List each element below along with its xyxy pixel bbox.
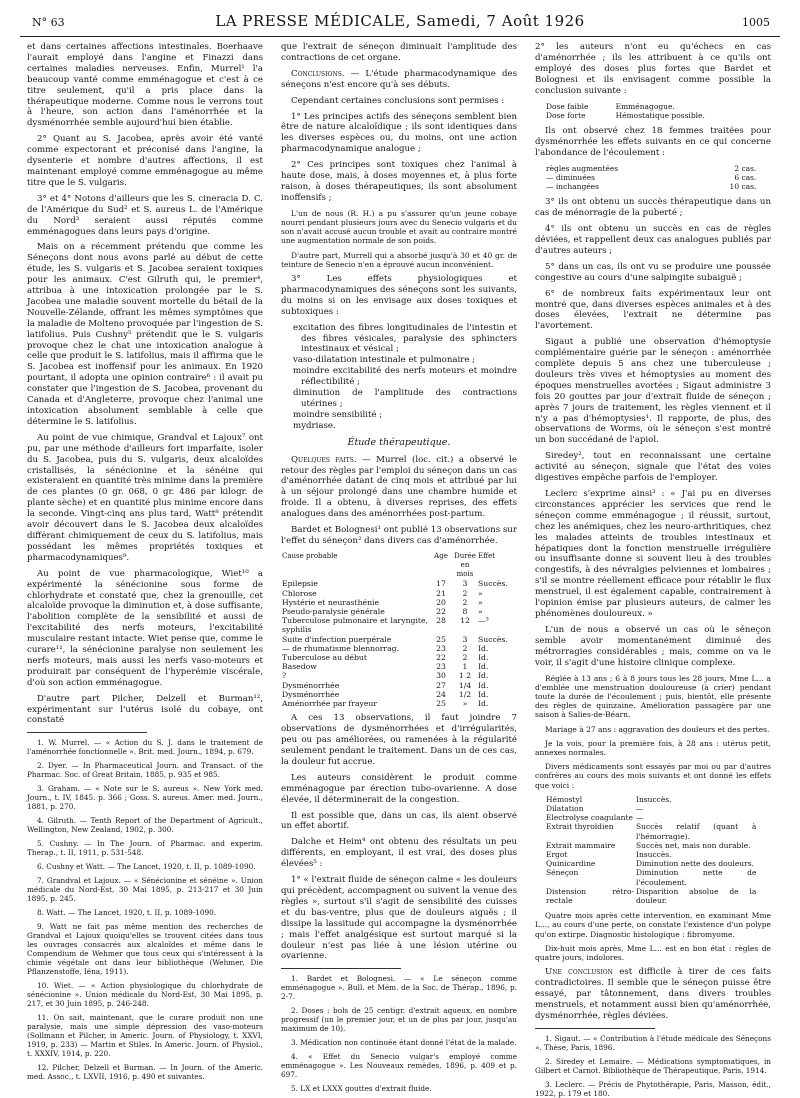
column-2 bbox=[281, 42, 518, 1094]
footnote-rule bbox=[27, 732, 147, 733]
paragraph: 2° Quant au S. Jacobea, après avoir été vanté comme expectorant et préconisé dans l'angine, la dysenterie et nombre d'autres affections, il est maintenant employé comme emménagogue au même titre que le S. vulgaris. bbox=[27, 134, 263, 188]
table-cell: — bbox=[636, 813, 644, 823]
table-cell: — de rhumatisme blennorrag. bbox=[282, 643, 400, 653]
paragraph bbox=[281, 69, 517, 91]
table-cell: —³ bbox=[478, 616, 489, 626]
journal-title: LA PRESSE MÉDICALE, Samedi, 7 Août 1926 bbox=[215, 12, 585, 30]
paragraph: Bardet et Bolognesi¹ ont publié 13 observations sur l'effet du séneçon² dans divers cas d'aménorrhée. bbox=[281, 525, 517, 546]
small-paragraph: Quatre mois après cette intervention, en examinant Mme L..., au cours d'une perte, on constate l'existence d'un polype qu'on extirpe. Diagnostic histologique : fibromyome. bbox=[535, 911, 771, 939]
footnote: 3. Graham. — « Note sur le S. aureus ». New York med. Journ., t. IV, 1845. p. 366 ; Goss. S. aureus. Amer. med. Journ., 1881, p. 270. bbox=[27, 784, 263, 812]
paragraph-text: — Murrel (loc. cit.) a observé le retour des règles par l'emploi du séneçon dans un cas d'aménorrhée datant de cinq mois et attribué par lui à un séjour prolongé dans une chambre humide et froide. Il a obtenu, à diverses reprises, des effets analogues dans des aménorrhées post-partum. bbox=[281, 454, 518, 520]
table-row bbox=[545, 841, 757, 850]
table-cell: Hystérie et neurasthénie bbox=[282, 597, 380, 607]
table-cell: Insuccès. bbox=[636, 849, 672, 859]
table-cell: » bbox=[478, 607, 483, 617]
table-cell: Dysménorrhée bbox=[282, 689, 340, 699]
footnote: 3. Médication non continuée étant donné l'état de la malade. bbox=[291, 1038, 517, 1048]
page-number: 1005 bbox=[742, 16, 770, 29]
footnote: 5. LX et LXXX gouttes d'extrait fluide. bbox=[291, 1084, 432, 1094]
table-cell: » bbox=[478, 588, 483, 598]
table-cell: Séneçon bbox=[546, 868, 579, 878]
table-cell: Id. bbox=[478, 699, 489, 709]
paragraph: 6° de nombreux faits expérimentaux leur ont montré que, dans diverses espèces animales et à des doses élevées, l'extrait ne détermine pas l'avortement. bbox=[535, 288, 771, 332]
paragraph: 2° Ces principes sont toxiques chez l'animal à haute dose, mais, à doses moyennes et, à plus forte raison, à doses thérapeutiques, ils sont absolument inoffensifs ; bbox=[281, 160, 517, 203]
paragraph: Cependant certaines conclusions sont permises : bbox=[291, 95, 505, 106]
table-row bbox=[281, 662, 517, 671]
table-cell: Id. bbox=[478, 689, 489, 699]
paragraph: Les auteurs considèrent le produit comme emménagogue par érection tubo-ovarienne. A dose élevée, il déterminerait de la congestion. bbox=[281, 772, 517, 805]
small-paragraph: Mariage à 27 ans : aggravation des douleurs et des pertes. bbox=[545, 724, 770, 734]
table-cell: Tuberculose pulmonaire et laryngite, syphilis bbox=[282, 616, 428, 635]
list-item: moindre sensibilité ; bbox=[293, 409, 383, 420]
table-row bbox=[545, 164, 757, 173]
table-cell: 1/4 bbox=[458, 680, 472, 690]
table-row bbox=[281, 681, 517, 690]
table-cell: Electrolyse coagulante bbox=[546, 813, 633, 823]
table-row bbox=[281, 644, 517, 653]
footnote: 7. Grandval et Lajoux. — « Sénécionine et sénéine ». Union médicale du Nord-Est, 30 Mai 1895, p. 213-217 et 30 Juin 1895, p. 245. bbox=[27, 876, 263, 904]
list-item: diminution de l'amplitude des contractions utérines ; bbox=[293, 388, 517, 409]
medications-table bbox=[545, 795, 757, 905]
paragraph: Mais on a récemment prétendu que comme les Séneçons dont nous avons parlé au début de cette étude, les S. vulgaris et S. Jacobea seraient toxiques pour les animaux. C'est Gilruth qui, le premier⁴, attribua à une intoxication prolongée par le S. Jacobea une maladie souvent mortelle du bétail de la Nouvelle-Zélande, offrant les mêmes symptômes que la maladie de Molteno provoquée par l'ingestion de S. latifolius. Puis Cushny⁵ prétendit que le S. vulgaris provoque chez le chat une intoxication analogue à celle que produit le S. latifolius, mais il affirma que le S. Jacobea est inoffensif pour les animaux. En 1920 pourtant, il adopta une opinion contraire⁶ : il avait pu constater que l'ingestion de S. Jacobea, provenant du Canada et d'Angleterre, provoque chez l'animal une intoxication absolument semblable à celle que détermine le S. latifolius. bbox=[27, 242, 263, 427]
table-cell: 10 cas. bbox=[729, 182, 757, 192]
paragraph: Leclerc s'exprime ainsi³ : « J'ai pu en diverses circonstances apprécier les services que rend le séneçon comme emménagogue ; il réussit, surtout, chez les anémiques, chez les neuro-arthritiques, chez les malades atteints de troubles intestinaux et hépatiques dont la fonction menstruelle irrégulière ou insuffisante donne si souvent lieu à des troubles congestifs, à des névralgies pelviennes et lombaires ; s'il se montre réellement efficace pour rétablir le flux menstruel, il est également capable, contrairement à l'opinion émise par plusieurs auteurs, de calmer les phénomènes douloureux. » bbox=[535, 489, 771, 619]
table-row bbox=[281, 653, 517, 662]
table-cell: Tuberculose au début bbox=[282, 653, 367, 663]
table-cell: 20 bbox=[436, 597, 446, 607]
table-row bbox=[545, 182, 757, 191]
table-row bbox=[545, 111, 757, 120]
table-row bbox=[281, 598, 517, 607]
table-cell: Hémostyl bbox=[546, 794, 583, 804]
paragraph: Au point de vue chimique, Grandval et Lajoux⁷ ont pu, par une méthode d'ailleurs fort imparfaite, isoler du S. Jacobea, puis du S. vulgaris, deux alcaloïdes cristallisés, la sénécionine et la sénéine qui existeraient en quantité très minime dans la première de ces plantes (0 gr. 068, 0 gr. 486 par kilogr. de plante sèche) et en quantité plus minime encore dans la seconde. Vingt-cinq ans plus tard, Watt⁸ prétendit avoir découvert dans le S. Jacobea deux alcaloïdes différant chimiquement de ceux du S. latifolius, mais possédant les mêmes propriétés toxiques et pharmacodynamiques⁹. bbox=[27, 432, 263, 563]
table-cell: 23 bbox=[436, 662, 446, 672]
table-cell: Disparition absolue de la douleur. bbox=[636, 886, 757, 905]
footnote: 1. Sigaut. — « Contribution à l'étude médicale des Séneçons ». Thèse, Paris, 1896. bbox=[535, 1033, 771, 1052]
table-cell: Basedow bbox=[282, 662, 317, 672]
table-cell: Succès. bbox=[478, 634, 508, 644]
table-cell: Succès net, mais non durable. bbox=[636, 840, 751, 850]
table-cell: Id. bbox=[478, 653, 489, 663]
table-row bbox=[545, 822, 757, 840]
table-cell: 2 cas. bbox=[734, 163, 757, 173]
footnote: 12. Pilcher, Delzell et Burman. — In Journ. of the Americ. med. Assoc., t. LXVII, 1916, p. 490 et suivantes. bbox=[27, 1063, 263, 1082]
paragraph: Sigaut a publié une observation d'hémoptysie complémentaire guérie par le séneçon : aménorrhée complète depuis 5 ans chez une tuberculeuse ; douleurs très vives et hémoptysies au moment des époques menstruelles avortées ; Sigaut administre 3 fois 20 gouttes par jour d'extrait fluide de séneçon ; après 7 jours de traitement, les règles viennent et il n'y a pas d'hémoptysies¹. Il rapporte, de plus, des observations de Worms, où le séneçon s'est montré un bon succédané de l'apiol. bbox=[535, 337, 771, 446]
table-cell: 27 bbox=[436, 680, 446, 690]
paragraph: 1° « l'extrait fluide de séneçon calme « les douleurs qui précèdent, accompagnent ou suivent la venue des règles », surtout s'il s'agit de sensibilité des cuisses et du bas-ventre, plus que de douleurs aiguës ; il dissipe la lassitude qui accompagne la dysménorrhée ; mais l'effet analgésique est surtout marqué si la douleur n'est pas liée à une lésion utérine ou ovarienne. bbox=[281, 875, 517, 962]
table-cell: Id. bbox=[478, 680, 489, 690]
table-cell: Dilatation bbox=[546, 803, 584, 813]
table-cell: Emménagogue. bbox=[615, 101, 675, 111]
table-row bbox=[545, 859, 757, 868]
table-cell: 1/2 bbox=[458, 689, 472, 699]
run-in-heading: Conclusions. bbox=[291, 68, 345, 79]
footnote: 11. On sait, maintenant, que le curare produit non une paralysie, mais une simple dépression des vaso-moteurs (Sollmann et Pilcher, in Americ. Journ. of Physiology, t. XXVI, 1919, p. 233) — Martin et Stiles. In Americ. Journ. of Physiol., t. XXXIV, 1914, p. 220. bbox=[27, 1013, 263, 1059]
table-row bbox=[545, 887, 757, 905]
table-cell: Id. bbox=[478, 671, 489, 681]
table-cell: ? bbox=[282, 671, 287, 681]
paragraph: 3° et 4° Notons d'ailleurs que les S. cineracia D. C. de l'Amérique du Sud² et S. aureus L. de l'Amérique du Nord³ seraient aussi réputés comme emménagogues dans leurs pays d'origine. bbox=[27, 193, 263, 237]
paragraph: D'autre part Pilcher, Delzell et Burman¹², expérimentant sur l'utérus isolé du cobaye, ont constaté bbox=[27, 693, 263, 726]
table-cell: Extrait thyroïdien bbox=[546, 822, 614, 832]
table-cell: Dose faible bbox=[546, 101, 589, 111]
table-cell: Diminution nette des douleurs. bbox=[636, 859, 754, 869]
table-cell: 1 bbox=[462, 662, 468, 672]
table-cell: 2 bbox=[462, 588, 468, 598]
column-header: Durée en mois bbox=[454, 551, 476, 579]
table-row bbox=[545, 795, 757, 804]
table-row bbox=[281, 607, 517, 616]
table-cell: Id. bbox=[478, 643, 489, 653]
page-header bbox=[20, 10, 780, 34]
paragraph: Au point de vue pharmacologique, Wiet¹⁰ a expérimenté la sénécionine sous forme de chlorhydrate et constaté que, chez la grenouille, cet alcaloïde provoque la diminution et, à dose suffisante, l'abolition complète de la sensibilité et aussi de l'excitabilité des nerfs moteurs, l'excitabilité musculaire restant intacte. Wiet pense que, comme le curare¹¹, la sénécionine paralyse non seulement les nerfs moteurs, mais aussi les nerfs vaso-moteurs et produirait par conséquent de l'hyperémie viscérale, d'où son action emménagogue. bbox=[27, 568, 263, 688]
list-item: excitation des fibres longitudinales de l'intestin et des fibres vésicales, paralysie des sphincters intestinaux et vésical ; bbox=[293, 322, 517, 355]
run-in-heading: Une conclusion bbox=[545, 967, 613, 978]
observations-table bbox=[281, 552, 517, 708]
small-paragraph: Je la vois, pour la première fois, à 28 ans : utérus petit, annexes normales. bbox=[535, 738, 771, 757]
table-cell: Aménorrhée par frayeur bbox=[282, 699, 378, 709]
table-cell: 21 bbox=[436, 588, 446, 598]
table-cell: Pseudo-paralysie générale bbox=[282, 607, 385, 617]
footnote: 4. « Effet du Senecio vulgar's employé comme emménagogue ». Les Nouveaux remèdes, 1896, p. 409 et p. 697. bbox=[281, 1052, 517, 1080]
table-header-row bbox=[281, 552, 517, 580]
small-paragraph: Dix-huit mois après, Mme L... est en bon état : règles de quatre jours, indolores. bbox=[535, 943, 771, 962]
table-row bbox=[281, 699, 517, 708]
table-cell: » bbox=[462, 699, 468, 709]
table-row bbox=[545, 173, 757, 182]
table-cell: 8 bbox=[462, 607, 468, 617]
paragraph: 2° les auteurs n'ont eu qu'échecs en cas d'aménorrhée ; ils les attribuent à ce qu'ils ont employé des doses plus fortes que Bardet et Bolognesi et ils envisagent comme possible la conclusion suivante : bbox=[535, 42, 771, 96]
paragraph: 3° ils ont obtenu un succès thérapeutique dans un cas de ménorragie de la puberté ; bbox=[535, 197, 771, 219]
footnote: 8. Watt. — The Lancet, 1920, t. II, p. 1089-1090. bbox=[37, 908, 217, 918]
footnote: 2. Siredey et Lemaire. — Médications symptomatiques, in Gilbert et Carnot. Bibliothèque de Thérapeutique, Paris, 1914. bbox=[535, 1056, 771, 1075]
paragraph: Il est possible que, dans un cas, ils aient observé un effet abortif. bbox=[281, 810, 517, 832]
paragraph: 5° dans un cas, ils ont vu se produire une poussée congestive au cours d'une salpingite subaiguë ; bbox=[535, 261, 771, 283]
regles-table bbox=[545, 164, 757, 192]
table-cell: Quinicardine bbox=[546, 859, 596, 869]
table-cell: 23 bbox=[436, 643, 446, 653]
table-row bbox=[281, 671, 517, 680]
paragraph bbox=[535, 967, 771, 1022]
footnote-rule bbox=[281, 968, 401, 969]
footnote: 6. Cushny et Watt. — The Lancet, 1920, t. II, p. 1089-1090. bbox=[37, 862, 256, 872]
table-row bbox=[545, 868, 757, 886]
footnote-rule bbox=[535, 1028, 655, 1029]
table-cell: » bbox=[478, 597, 483, 607]
footnote: 9. Watt ne fait pas même mention des recherches de Grandval et Lajoux quoiqu'elles se trouvent citées dans tous les ouvrages consacrés aux alcaloïdes et même dans le Compendium de Wehmer que tous ceux qui s'intéressent à la chimie végétale ont dans leur bibliothèque (Wehmer, Die Pflanzenstoffe, Iéna, 1911). bbox=[27, 922, 263, 977]
table-row bbox=[281, 616, 517, 634]
table-cell: 22 bbox=[436, 607, 446, 617]
table-cell: Succès. bbox=[478, 579, 508, 589]
table-cell: 30 bbox=[436, 671, 446, 681]
table-cell: 2 bbox=[462, 597, 468, 607]
column-3 bbox=[535, 42, 771, 1098]
table-cell: Ergot bbox=[546, 849, 568, 859]
paragraph-text: — L'étude pharmacodynamique des séneçons n'est encore qu'à ses débuts. bbox=[281, 68, 517, 90]
table-row bbox=[281, 589, 517, 598]
small-paragraph: L'un de nous (R. H.) a pu s'assurer qu'un jeune cobaye nourri pendant plusieurs jours avec du Senecio vulgaris et du son n'avait accusé aucun trouble et avait au contraire montré une augmentation normale de son poids. bbox=[281, 208, 517, 246]
table-cell: — inchangées bbox=[546, 182, 599, 192]
table-cell: Insuccès. bbox=[636, 794, 672, 804]
table-cell: — diminuées bbox=[546, 172, 595, 182]
column-1 bbox=[27, 42, 263, 1082]
list-item: moindre excitabilité des nerfs moteurs et moindre réflectibilité ; bbox=[293, 366, 517, 388]
effects-list bbox=[293, 323, 517, 432]
paragraph: Ils ont observé chez 18 femmes traitées pour dysménorrhée les effets suivants en ce qui concerne l'abondance de l'écoulement : bbox=[535, 125, 771, 158]
table-cell: Epilepsie bbox=[282, 579, 318, 589]
paragraph-text: est difficile à tirer de ces faits contradictoires. Il semble que le séneçon puisse être essayé, par tâtonnement, dans divers troubles menstruels, et notamment aussi bien qu'aménorrhée, dysménorrhée, règles déviées. bbox=[535, 967, 771, 1021]
paragraph: L'un de nous a observé un cas où le séneçon semble avoir momentanément diminué des métrorragies considérables ; mais, comme on va le voir, il s'agit d'une histoire clinique complexe. bbox=[535, 624, 771, 668]
table-cell: Dose forte bbox=[546, 110, 586, 120]
table-cell: 25 bbox=[436, 634, 446, 644]
table-cell: 3 bbox=[462, 579, 468, 589]
table-cell: 12 bbox=[460, 616, 470, 626]
list-item: vaso-dilatation intestinale et pulmonaire ; bbox=[293, 355, 476, 366]
table-cell: Distension rétro-rectale bbox=[546, 886, 634, 905]
table-cell: 17 bbox=[436, 579, 446, 589]
table-cell: Suite d'infection puerpérale bbox=[282, 634, 392, 644]
table-cell: 6 cas. bbox=[734, 172, 757, 182]
table-cell: 2 bbox=[462, 653, 468, 663]
small-paragraph: Réglée à 13 ans ; 6 à 8 jours tous les 28 jours, Mme L... a d'emblée une menstruation douloureuse (à crier) pendant toute la durée de l'écoulement ; puis, bientôt, elle présente des règles de quinzaine. Amélioration passagère par une saison à Salies-de-Béarn. bbox=[535, 673, 771, 720]
table-row bbox=[545, 813, 757, 822]
table-cell: Dysménorrhée bbox=[282, 680, 340, 690]
footnote: 2. Dyer. — In Pharmaceutical Journ. and Transact. of the Pharmac. Soc. of Great Britain, 1885, p. 935 et 985. bbox=[27, 761, 263, 780]
footnote: 2. Doses : bols de 25 centigr. d'extrait aqueux, en nombre progressif (un le premier jour, et un de plus par jour, jusqu'au maximum de 10). bbox=[281, 1006, 517, 1034]
footnote: 4. Gilruth. — Tenth Report of the Department of Agricult., Wellington, New Zealand, 1902, p. 300. bbox=[27, 816, 263, 835]
paragraph: que l'extrait de séneçon diminuait l'amplitude des contractions de cet organe. bbox=[281, 42, 517, 63]
table-cell: 24 bbox=[436, 689, 446, 699]
footnote: 10. Wiet. — « Action physiologique du chlorhydrate de sénécionine ». Union médicale du Nord-Est, 30 Mai 1895, p. 217, et 30 Juin 1895, p. 246-248. bbox=[27, 981, 263, 1009]
table-row bbox=[281, 635, 517, 644]
section-heading: Étude thérapeutique. bbox=[347, 436, 451, 448]
column-header: Cause probable bbox=[282, 551, 338, 560]
paragraph: Siredey², tout en reconnaissant une certaine activité au séneçon, signale que l'état des voies digestives empêche parfois de l'employer. bbox=[535, 451, 771, 484]
column-header: Effet bbox=[478, 551, 496, 560]
table-cell: 28 bbox=[436, 616, 446, 626]
paragraph bbox=[281, 455, 517, 520]
paragraph: 4° ils ont obtenu un succès en cas de règles déviées, et rappellent deux cas analogues publiés par d'autres auteurs ; bbox=[535, 224, 771, 256]
footnote: 3. Leclerc. — Précis de Phytothérapie, Paris, Masson, édit., 1922, p. 179 et 180. bbox=[535, 1079, 771, 1098]
table-cell: 22 bbox=[436, 653, 446, 663]
table-cell: 3 bbox=[462, 634, 468, 644]
run-in-heading: Quelques faits. bbox=[291, 454, 357, 465]
column-header: Age bbox=[434, 551, 448, 560]
table-cell: — bbox=[636, 803, 644, 813]
list-item: mydriase. bbox=[293, 420, 336, 431]
table-row bbox=[545, 804, 757, 813]
table-cell: règles augmentées bbox=[546, 163, 619, 173]
table-row bbox=[545, 102, 757, 111]
table-cell: Diminution nette de l'écoulement. bbox=[636, 868, 757, 887]
footnote: 1. Bardet et Bolognesi. — « Le séneçon comme emménagogue ». Bull. et Mém. de la Soc. de Thérap., 1896, p. 2-7. bbox=[281, 974, 517, 1002]
small-paragraph: D'autre part, Murrell qui a absorbé jusqu'à 30 et 40 gr. de teinture de Senecio n'en a éprouvé aucun inconvénient. bbox=[281, 250, 517, 269]
small-paragraph: Divers médicaments sont essayés par moi ou par d'autres confrères au cours des mois suivants et ont donné les effets que voici : bbox=[535, 762, 771, 790]
paragraph: 1° Les principes actifs des séneçons semblent bien être de nature alcaloïdique ; ils sont identiques dans les diverses espèces ou, du moins, ont une action pharmacodynamique analogue ; bbox=[281, 111, 517, 155]
footnote: 5. Cushny. — In The Journ. of Pharmac. and experim. Therap., t. II, 1911, p. 531-548. bbox=[27, 839, 263, 858]
footnote: 1. W. Murrel. — « Action du S. J. dans le traitement de l'aménorrhée fonctionnelle ». Brit. med. Journ., 1894, p. 679. bbox=[27, 738, 263, 757]
table-cell: Succès relatif (quant à l'hémorragie). bbox=[636, 822, 757, 841]
table-cell: 1 2 bbox=[458, 671, 472, 681]
table-row bbox=[281, 579, 517, 588]
dose-table bbox=[545, 102, 757, 120]
table-cell: Id. bbox=[478, 662, 489, 672]
paragraph: Dalche et Heim⁴ ont obtenu des résultats un peu différents, en employant, il est vrai, des doses plus élevées⁵ : bbox=[281, 837, 517, 870]
table-row bbox=[281, 690, 517, 699]
issue-number: N° 63 bbox=[32, 16, 65, 29]
table-cell: 25 bbox=[436, 699, 446, 709]
header-rule bbox=[20, 36, 780, 37]
table-cell: Chlorose bbox=[282, 588, 317, 598]
paragraph: et dans certaines affections intestinales. Boerhaave l'aurait employé dans l'angine et Finazzi dans certaines maladies nerveuses. Enfin, Murrel¹ l'a beaucoup vanté comme emménagogue et c'est à ce titre seulement, qu'il a pris place dans la thérapeutique moderne. Comme nous le verrons tout à l'heure, son action dans l'aménorrhée et la dysménorrhée semble aujourd'hui bien établie. bbox=[27, 42, 263, 129]
paragraph: A ces 13 observations, il faut joindre 7 observations de dysménorrhées et d'irrégularités, peu ou pas améliorées, ou ramenées à la régularité seulement pendant le traitement. Dans un de ces cas, la douleur fut accrue. bbox=[281, 713, 517, 767]
table-cell: Hémostatique possible. bbox=[615, 110, 705, 120]
table-cell: 2 bbox=[462, 643, 468, 653]
table-cell: Extrait mammaire bbox=[546, 840, 616, 850]
table-row bbox=[545, 850, 757, 859]
paragraph: 3° Les effets physiologiques et pharmacodynamiques des séneçons sont les suivants, du moins si on les envisage aux doses toxiques et subtoxiques : bbox=[281, 274, 517, 317]
